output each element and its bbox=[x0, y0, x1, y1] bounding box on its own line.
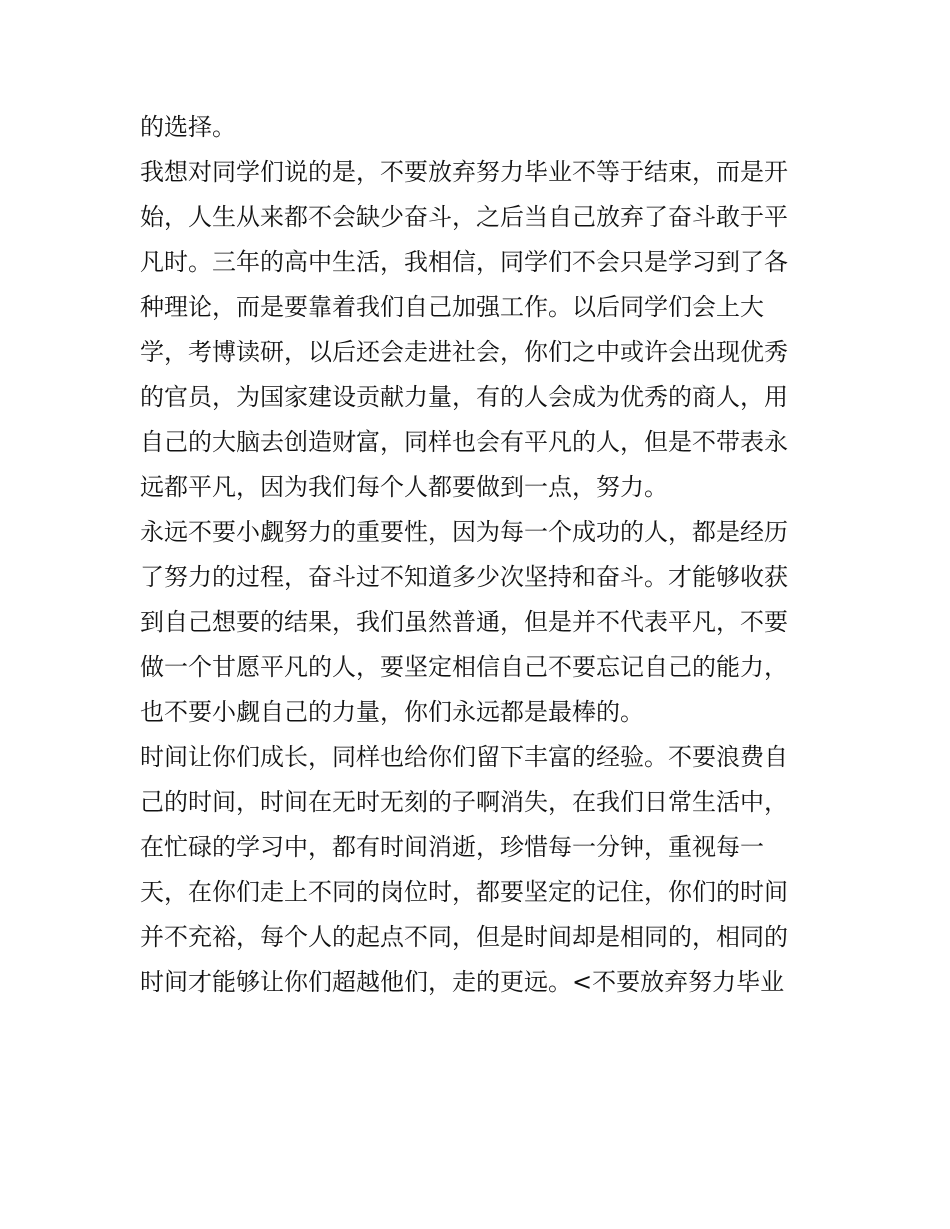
text-line: 始，人生从来都不会缺少奋斗，之后当自己放弃了奋斗敢于平 bbox=[140, 203, 788, 231]
text-line: 永远不要小觑努力的重要性，因为每一个成功的人，都是经历 bbox=[140, 518, 788, 546]
text-line: 时间让你们成长，同样也给你们留下丰富的经验。不要浪费自 bbox=[140, 743, 788, 771]
text-line: 并不充裕，每个人的起点不同，但是时间却是相同的，相同的 bbox=[140, 923, 788, 951]
text-line: 时间才能够让你们超越他们，走的更远。<不要放弃努力毕业 bbox=[140, 968, 785, 996]
text-line: 学，考博读研，以后还会走进社会，你们之中或许会出现优秀 bbox=[140, 338, 788, 366]
text-line: 己的时间，时间在无时无刻的子啊消失，在我们日常生活中， bbox=[140, 788, 788, 816]
text-line: 凡时。三年的高中生活，我相信，同学们不会只是学习到了各 bbox=[140, 248, 788, 276]
text-line: 自己的大脑去创造财富，同样也会有平凡的人，但是不带表永 bbox=[140, 428, 788, 456]
text-line: 我想对同学们说的是，不要放弃努力毕业不等于结束，而是开 bbox=[140, 158, 788, 186]
text-line: 了努力的过程，奋斗过不知道多少次坚持和奋斗。才能够收获 bbox=[140, 563, 788, 591]
text-line: 到自己想要的结果，我们虽然普通，但是并不代表平凡，不要 bbox=[140, 608, 788, 636]
text-line: 种理论，而是要靠着我们自己加强工作。以后同学们会上大 bbox=[140, 293, 764, 321]
text-line: 也不要小觑自己的力量，你们永远都是最棒的。 bbox=[140, 698, 644, 726]
text-line: 的选择。 bbox=[140, 113, 236, 141]
body-text bbox=[140, 105, 820, 1005]
text-line: 远都平凡，因为我们每个人都要做到一点，努力。 bbox=[140, 473, 668, 501]
text-line: 天，在你们走上不同的岗位时，都要坚定的记住，你们的时间 bbox=[140, 878, 788, 906]
text-line: 做一个甘愿平凡的人，要坚定相信自己不要忘记自己的能力， bbox=[140, 653, 788, 681]
text-line: 的官员，为国家建设贡献力量，有的人会成为优秀的商人，用 bbox=[140, 383, 788, 411]
text-line: 在忙碌的学习中，都有时间消逝，珍惜每一分钟，重视每一 bbox=[140, 833, 764, 861]
